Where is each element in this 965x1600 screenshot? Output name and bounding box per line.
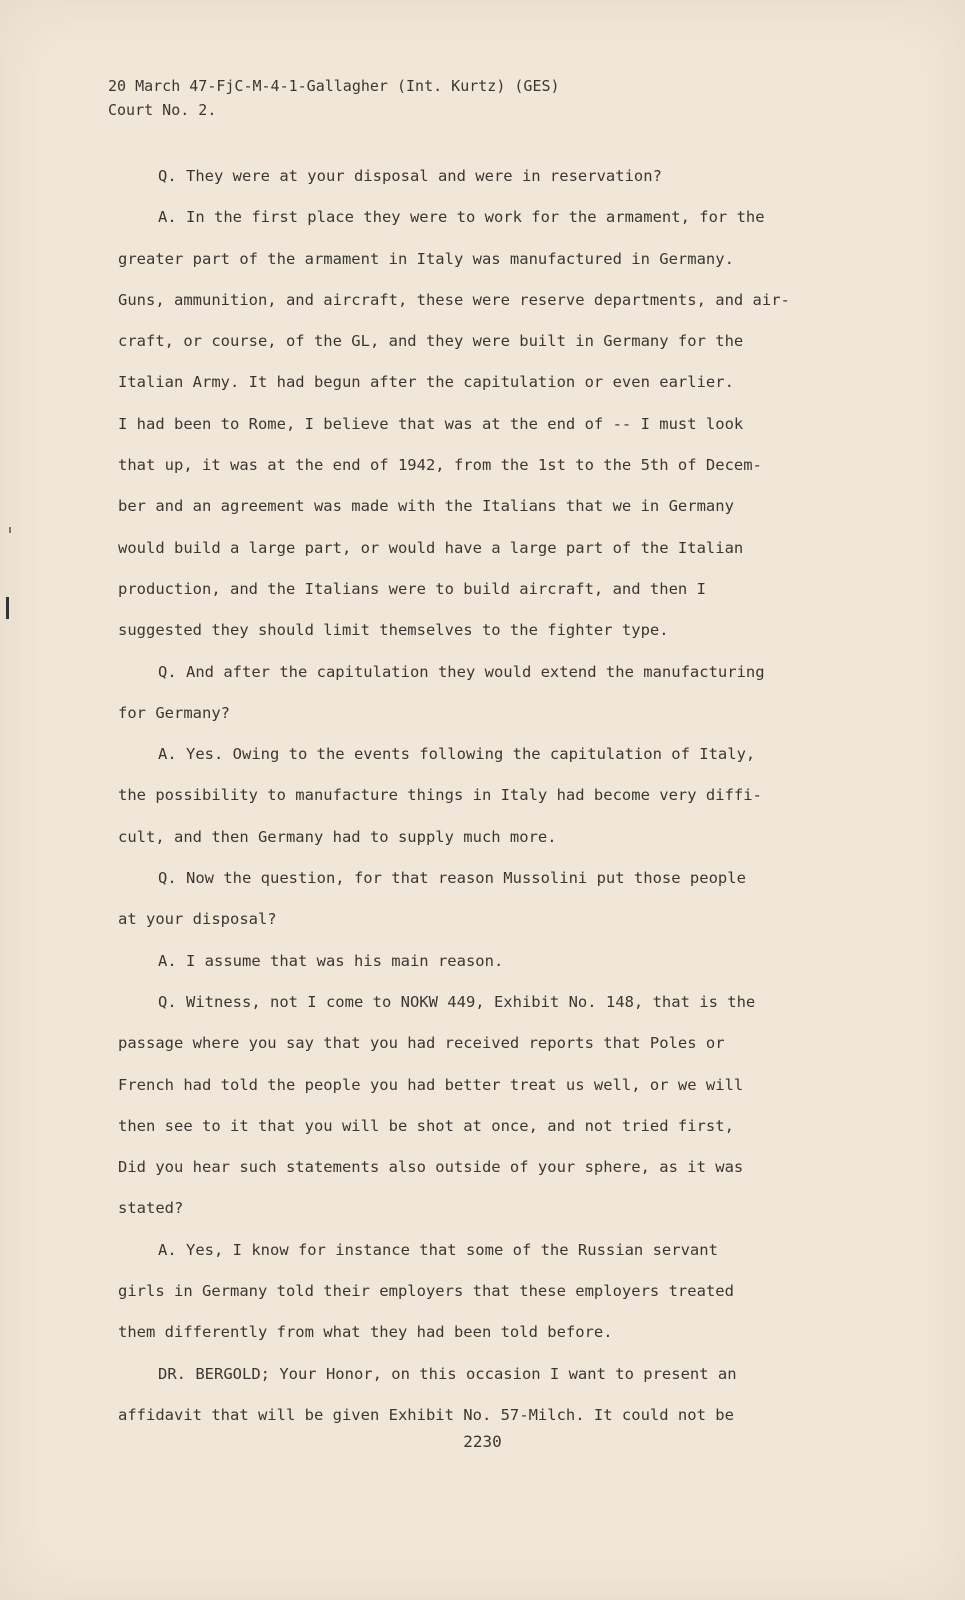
text-line: I had been to Rome, I believe that was at the end of -- I must look: [118, 414, 744, 433]
speaker-line: DR. BERGOLD; Your Honor, on this occasion I want to present an: [158, 1364, 737, 1383]
text-line: craft, or course, of the GL, and they were built in Germany for the: [118, 332, 744, 351]
answer-line: A. Yes. Owing to the events following the capitulation of Italy,: [158, 745, 756, 764]
text-line: that up, it was at the end of 1942, from the 1st to the 5th of Decem-: [118, 456, 762, 475]
text-line: Italian Army. It had begun after the capitulation or even earlier.: [118, 373, 734, 392]
text-line: Did you hear such statements also outside of your sphere, as it was: [118, 1158, 744, 1177]
question-line: Q. And after the capitulation they would extend the manufacturing: [158, 662, 765, 681]
text-line: girls in Germany told their employers that these employers treated: [118, 1282, 734, 1301]
question-line: Q. Witness, not I come to NOKW 449, Exhibit No. 148, that is the: [158, 992, 756, 1011]
text-line: at your disposal?: [118, 910, 277, 929]
page-number: 2230: [463, 1432, 502, 1451]
margin-mark: [9, 527, 11, 533]
text-line: would build a large part, or would have a large part of the Italian: [118, 538, 744, 557]
text-line: then see to it that you will be shot at once, and not tried first,: [118, 1116, 734, 1135]
text-line: them differently from what they had been told before.: [118, 1323, 613, 1342]
question-line: Q. They were at your disposal and were in reservation?: [158, 167, 662, 185]
question-line: Q. Now the question, for that reason Mussolini put those people: [158, 869, 746, 888]
answer-line: A. Yes, I know for instance that some of the Russian servant: [158, 1240, 718, 1259]
text-line: ber and an agreement was made with the Italians that we in Germany: [118, 497, 734, 516]
transcript-body: [118, 156, 858, 1436]
text-line: Guns, ammunition, and aircraft, these were reserve departments, and air-: [118, 290, 790, 309]
margin-mark: [6, 597, 9, 619]
header-reference: 20 March 47-FjC-M-4-1-Gallagher (Int. Kurtz) (GES): [108, 77, 560, 95]
text-line: suggested they should limit themselves to the fighter type.: [118, 621, 669, 640]
text-line: stated?: [118, 1199, 184, 1218]
answer-line: A. I assume that was his main reason.: [158, 951, 504, 970]
answer-line: A. In the first place they were to work for the armament, for the: [158, 208, 765, 227]
text-line: French had told the people you had better treat us well, or we will: [118, 1075, 744, 1094]
text-line: affidavit that will be given Exhibit No. 57-Milch. It could not be: [118, 1405, 734, 1424]
text-line: greater part of the armament in Italy was manufactured in Germany.: [118, 249, 734, 268]
text-line: the possibility to manufacture things in Italy had become very diffi-: [118, 786, 762, 805]
document-header: [108, 74, 560, 122]
text-line: passage where you say that you had received reports that Poles or: [118, 1034, 725, 1053]
text-line: cult, and then Germany had to supply much more.: [118, 827, 557, 846]
text-line: production, and the Italians were to build aircraft, and then I: [118, 579, 706, 598]
text-line: for Germany?: [118, 703, 230, 722]
header-court: Court No. 2.: [108, 101, 217, 119]
